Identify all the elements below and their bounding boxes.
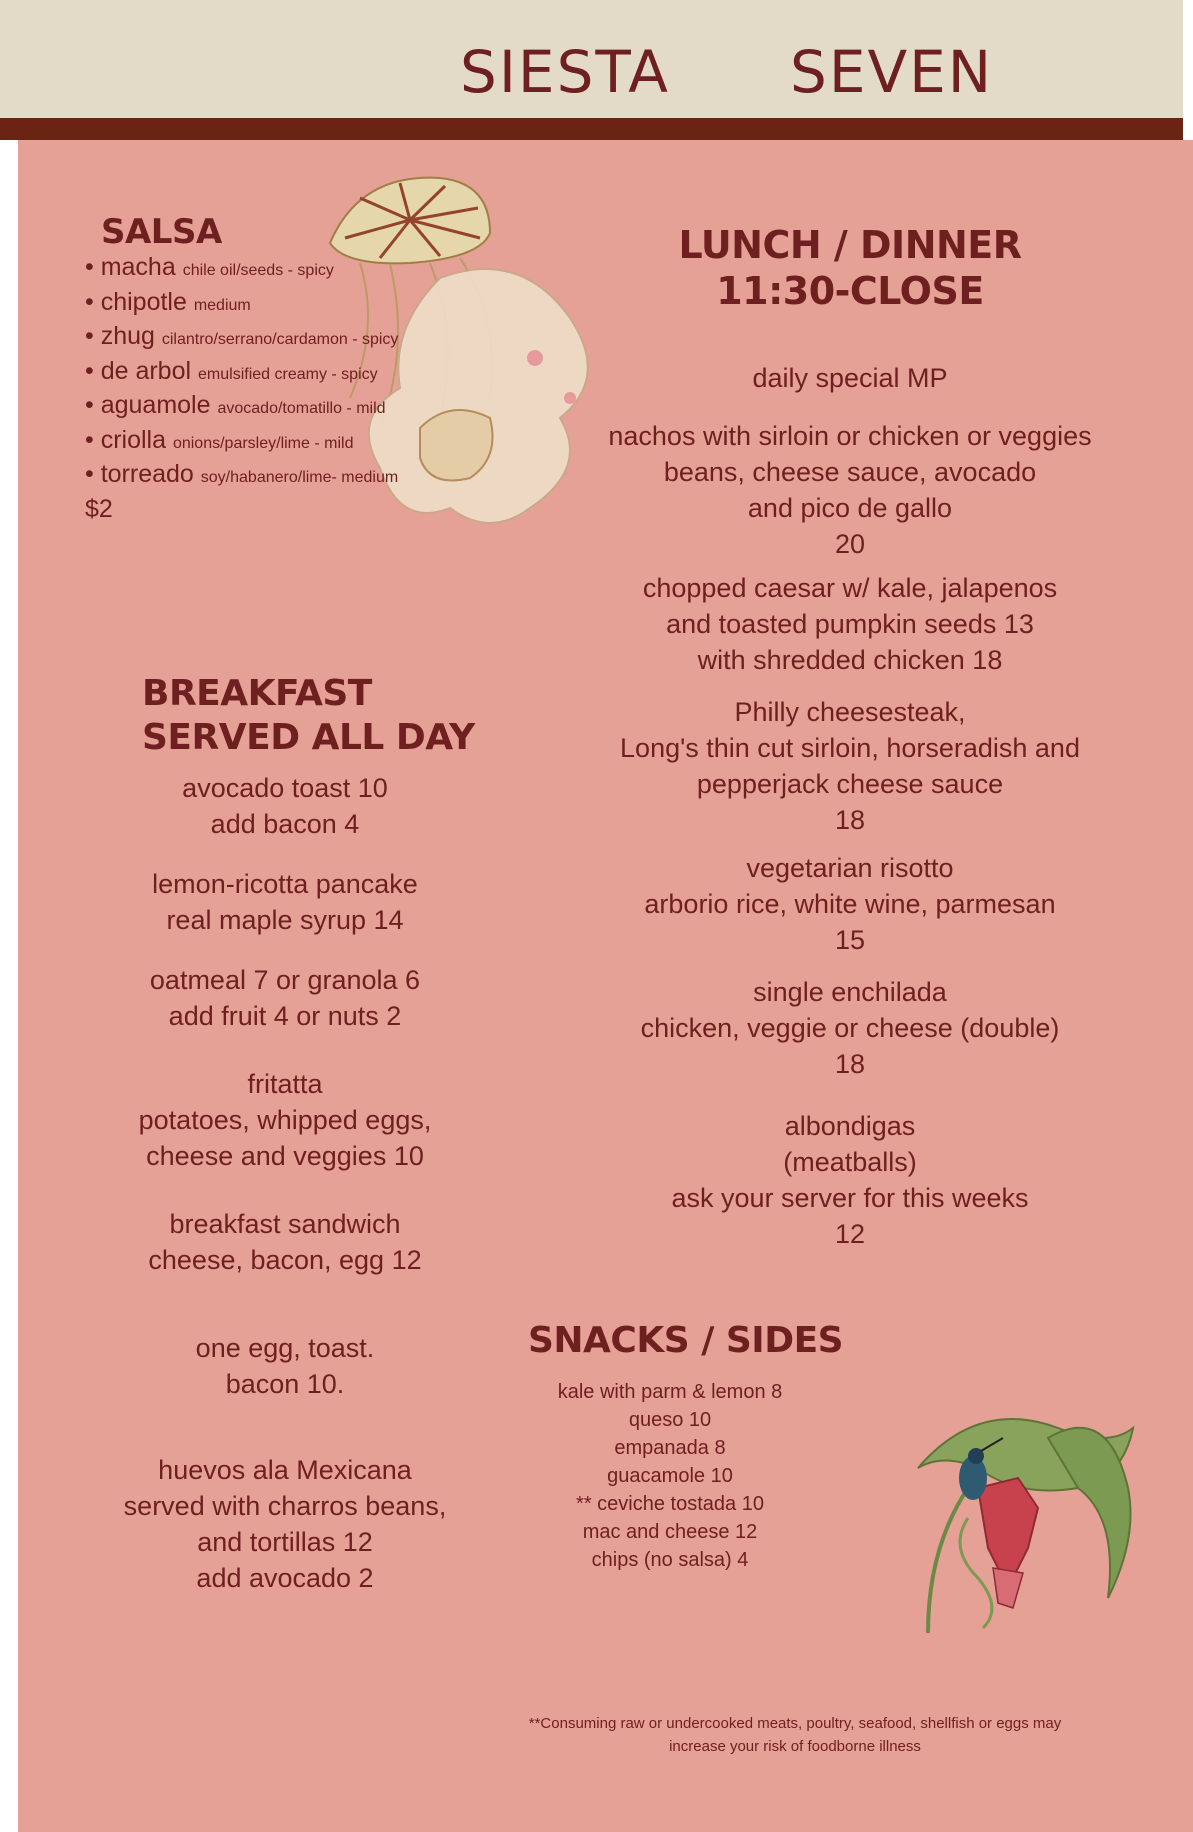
lunch-item xyxy=(590,850,1110,958)
menu-line: (meatballs) xyxy=(783,1147,917,1177)
menu-line: vegetarian risotto xyxy=(746,853,954,883)
menu-line: avocado toast 10 xyxy=(182,773,388,803)
lunch-item xyxy=(590,694,1110,838)
hummingbird-illustration xyxy=(908,1398,1148,1638)
header-divider-bar xyxy=(0,118,1183,140)
breakfast-item xyxy=(100,1452,470,1596)
breakfast-item xyxy=(100,1206,470,1278)
menu-line: single enchilada xyxy=(753,977,947,1007)
menu-line: potatoes, whipped eggs, xyxy=(138,1105,432,1135)
salsa-list xyxy=(85,253,505,529)
salsa-desc: cilantro/serrano/cardamon - spicy xyxy=(161,331,399,348)
salsa-desc: soy/habanero/lime- medium xyxy=(200,469,399,486)
food-safety-note xyxy=(480,1712,1110,1758)
menu-line: add fruit 4 or nuts 2 xyxy=(168,1001,402,1031)
lunch-item xyxy=(590,360,1110,396)
lunch-heading xyxy=(600,222,1100,314)
menu-line: add bacon 4 xyxy=(210,809,360,839)
lunch-item xyxy=(590,1108,1110,1252)
salsa-desc: avocado/tomatillo - mild xyxy=(217,400,386,417)
breakfast-heading xyxy=(142,672,475,760)
salsa-item: • aguamole avocado/tomatillo - mild xyxy=(85,391,386,419)
menu-line: 12 xyxy=(834,1219,866,1249)
salsa-name: zhug xyxy=(100,322,155,350)
brand-word-2: SEVEN xyxy=(790,38,994,106)
menu-line: served with charros beans, xyxy=(123,1491,447,1521)
snack-item: guacamole 10 xyxy=(607,1465,733,1487)
menu-line: huevos ala Mexicana xyxy=(158,1455,412,1485)
menu-line: 15 xyxy=(834,925,866,955)
brand-title xyxy=(0,38,1183,108)
snack-item: mac and cheese 12 xyxy=(582,1521,758,1543)
menu-line: add avocado 2 xyxy=(196,1563,374,1593)
breakfast-heading-line1: BREAKFAST xyxy=(142,673,372,714)
menu-line: bacon 10. xyxy=(225,1369,345,1399)
menu-line: breakfast sandwich xyxy=(169,1209,401,1239)
menu-line: one egg, toast. xyxy=(195,1333,375,1363)
snack-item: empanada 8 xyxy=(614,1437,726,1459)
menu-line: and toasted pumpkin seeds 13 xyxy=(666,609,1034,639)
menu-line: oatmeal 7 or granola 6 xyxy=(149,965,421,995)
note-line-1: **Consuming raw or undercooked meats, poultry, seafood, shellfish or eggs may xyxy=(528,1715,1062,1732)
snacks-list xyxy=(520,1378,820,1574)
menu-line: chicken, veggie or cheese (double) xyxy=(640,1013,1060,1043)
menu-line: 20 xyxy=(834,529,866,559)
menu-line: beans, cheese sauce, avocado xyxy=(663,457,1037,487)
menu-line: with shredded chicken 18 xyxy=(697,645,1003,675)
salsa-desc: emulsified creamy - spicy xyxy=(198,365,378,383)
breakfast-item xyxy=(100,866,470,938)
salsa-desc: onions/parsley/lime - mild xyxy=(172,434,354,452)
salsa-heading: SALSA xyxy=(101,212,222,252)
breakfast-item xyxy=(100,1066,470,1174)
menu-line: lemon-ricotta pancake xyxy=(152,869,418,899)
menu-line: ask your server for this weeks xyxy=(671,1183,1029,1213)
salsa-desc: chile oil/seeds - spicy xyxy=(182,262,334,279)
salsa-item: • criolla onions/parsley/lime - mild xyxy=(85,425,354,454)
breakfast-item xyxy=(100,770,470,842)
snack-item: chips (no salsa) 4 xyxy=(591,1549,749,1571)
breakfast-heading-line2: SERVED ALL DAY xyxy=(142,717,475,758)
salsa-name: de arbol xyxy=(100,356,192,385)
lunch-heading-line2: 11:30-CLOSE xyxy=(716,269,984,313)
lunch-item xyxy=(590,570,1110,678)
salsa-name: chipotle xyxy=(100,287,187,316)
note-line-2: increase your risk of foodborne illness xyxy=(669,1738,921,1755)
brand-word-1: SIESTA xyxy=(460,38,670,106)
salsa-item: • de arbol emulsified creamy - spicy xyxy=(85,356,378,385)
menu-line: pepperjack cheese sauce xyxy=(696,769,1004,799)
salsa-desc: medium xyxy=(193,296,251,314)
salsa-name: macha xyxy=(100,253,176,281)
snacks-heading: SNACKS / SIDES xyxy=(528,1320,844,1361)
menu-line: chopped caesar w/ kale, jalapenos xyxy=(642,573,1058,603)
menu-line: cheese, bacon, egg 12 xyxy=(148,1245,422,1275)
snack-item: queso 10 xyxy=(628,1409,712,1431)
menu-line: daily special MP xyxy=(752,363,948,393)
lunch-item xyxy=(590,974,1110,1082)
salsa-name: torreado xyxy=(100,460,194,488)
salsa-item: • zhug cilantro/serrano/cardamon - spicy xyxy=(85,322,399,350)
salsa-item: • torreado soy/habanero/lime- medium xyxy=(85,460,399,488)
salsa-name: aguamole xyxy=(100,391,211,419)
menu-line: nachos with sirloin or chicken or veggies xyxy=(608,421,1092,451)
snack-item: kale with parm & lemon 8 xyxy=(557,1381,783,1403)
menu-line: 18 xyxy=(834,1049,866,1079)
salsa-item: • macha chile oil/seeds - spicy xyxy=(85,253,334,281)
menu-line: real maple syrup 14 xyxy=(166,905,404,935)
lunch-item xyxy=(585,418,1115,562)
menu-line: Philly cheesesteak, xyxy=(734,697,966,727)
salsa-price: $2 xyxy=(85,494,113,523)
lunch-heading-line1: LUNCH / DINNER xyxy=(678,223,1022,267)
menu-line: fritatta xyxy=(247,1069,323,1099)
menu-line: 18 xyxy=(834,805,866,835)
menu-line: arborio rice, white wine, parmesan xyxy=(644,889,1056,919)
menu-line: and tortillas 12 xyxy=(197,1527,373,1557)
salsa-item: • chipotle medium xyxy=(85,287,251,316)
snack-item: ** ceviche tostada 10 xyxy=(576,1493,764,1515)
menu-line: Long's thin cut sirloin, horseradish and xyxy=(620,733,1080,763)
breakfast-item xyxy=(100,962,470,1034)
menu-line: cheese and veggies 10 xyxy=(146,1141,424,1171)
menu-line: and pico de gallo xyxy=(747,493,953,523)
breakfast-item xyxy=(100,1330,470,1402)
menu-line: albondigas xyxy=(784,1111,916,1141)
salsa-name: criolla xyxy=(100,425,166,454)
